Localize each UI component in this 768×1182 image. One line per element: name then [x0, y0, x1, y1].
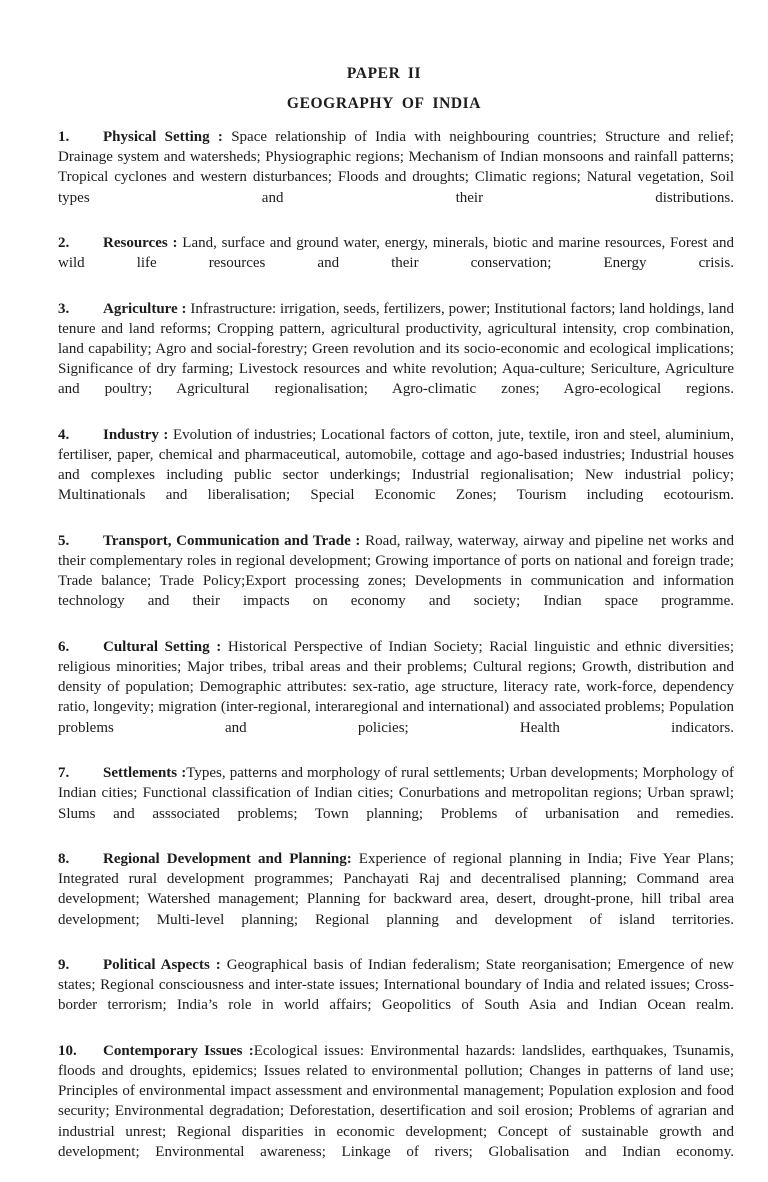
syllabus-list [0, 111, 768, 1182]
syllabus-item-body: Geographical basis of Indian federalism; State reorganisation; Emergence of new states; Regional consciousness and inter-state issues; International boundary of India and related issues; Cross-border terrorism; India’s role in world affairs; Geopolitics of South Asia and Indian Ocean realm. [58, 956, 734, 1014]
syllabus-item-heading: Cultural Setting : [103, 638, 222, 655]
syllabus-item-body: Evolution of industries; Locational factors of cotton, jute, textile, iron and steel, aluminium, fertiliser, paper, chemical and pharmaceutical, automobile, cottage and ago-based industries; Industrial houses and complexes including public sector underkings; Industrial regionalisation; New industrial policy; Multinationals and liberalisation; Special Economic Zones; Tourism including ecotourism. [58, 426, 734, 504]
syllabus-item-heading: Regional Development and Planning: [103, 850, 352, 867]
syllabus-item-body: Experience of regional planning in India; Five Year Plans; Integrated rural development programmes; Panchayati Raj and decentralised planning; Command area development; Watershed management; Planning for backward area, desert, drought-prone, hill tribal area development; Multi-level planning; Regional planning and development of island territories. [58, 850, 734, 928]
syllabus-item-6 [58, 637, 734, 758]
syllabus-item-3 [58, 299, 734, 420]
syllabus-item-heading: Industry : [103, 426, 169, 443]
syllabus-item-heading: Settlements : [103, 765, 187, 782]
syllabus-item-number: 8. [58, 850, 70, 867]
page-subtitle: GEOGRAPHY OF INDIA [286, 94, 482, 112]
syllabus-item-body: Ecological issues: Environmental hazards: landslides, earthquakes, Tsunamis, floods and droughts, epidemics; Issues related to environmental pollution; Changes in patterns of land use; Principles of environmental impact assessment and environmental management; Population explosion and food security; Environmental degradation; Deforestation, desertification and soil erosion; Problems of agrarian and industrial unrest; Regional disparities in economic development; Concept of sustainable growth and development; Environmental awareness; Linkage of rivers; Globalisation and Indian economy. [58, 1042, 734, 1160]
syllabus-item-10 [58, 1041, 734, 1182]
document-header [0, 0, 768, 111]
syllabus-item-number: 2. [58, 235, 70, 252]
syllabus-item-body: Types, patterns and morphology of rural settlements; Urban developments; Morphology of Indian cities; Functional classification of Indian cities; Conurbations and metropolitan regions; Urban sprawl; Slums and asssociated problems; Town planning; Problems of urbanisation and remedies. [58, 765, 734, 822]
syllabus-item-4 [58, 425, 734, 526]
syllabus-item-number: 10. [58, 1042, 77, 1059]
syllabus-item-8 [58, 849, 734, 950]
syllabus-item-number: 7. [58, 765, 70, 782]
syllabus-item-heading: Resources : [103, 235, 178, 252]
syllabus-item-number: 9. [58, 956, 70, 973]
page-title: PAPER II [346, 65, 422, 82]
syllabus-item-number: 3. [58, 300, 70, 317]
syllabus-item-number: 6. [58, 638, 70, 655]
syllabus-item-2 [58, 233, 734, 294]
syllabus-item-body: Road, railway, waterway, airway and pipeline net works and their complementary roles in regional development; Growing importance of ports on national and foreign trade; Trade balance; Trade Policy;Export processing zones; Developments in communication and information technology and their impacts on economy and society; Indian space programme. [58, 532, 734, 610]
syllabus-item-heading: Transport, Communication and Trade : [103, 532, 361, 549]
syllabus-item-9 [58, 955, 734, 1036]
syllabus-item-body: Space relationship of India with neighbouring countries; Structure and relief; Drainage system and watersheds; Physiographic regions; Mechanism of Indian monsoons and rainfall patterns; Tropical cyclones and western disturbances; Floods and droughts; Climatic regions; Natural vegetation, Soil types and their distributions. [58, 129, 734, 206]
syllabus-item-number: 5. [58, 532, 70, 549]
syllabus-item-1 [58, 127, 734, 228]
syllabus-item-heading: Physical Setting : [103, 129, 223, 145]
syllabus-item-heading: Political Aspects : [103, 956, 221, 973]
syllabus-item-7 [58, 763, 734, 844]
syllabus-item-5 [58, 531, 734, 632]
syllabus-item-number: 1. [58, 129, 70, 145]
syllabus-item-heading: Agriculture : [103, 300, 187, 317]
syllabus-item-number: 4. [58, 426, 70, 443]
syllabus-item-body: Historical Perspective of Indian Society; Racial linguistic and ethnic diversities; religious minorities; Major tribes, tribal areas and their problems; Cultural regions; Growth, distribution and density of population; Demographic attributes: sex-ratio, age structure, literacy rate, work-force, dependency ratio, longevity; migration (inter-regional, interaregional and international) and associated problems; Population problems and policies; Health indicators. [58, 638, 735, 736]
syllabus-item-body: Land, surface and ground water, energy, minerals, biotic and marine resources, Forest and wild life resources and their conservation; Energy crisis. [58, 235, 734, 272]
syllabus-item-heading: Contemporary Issues : [103, 1042, 254, 1059]
syllabus-item-body: Infrastructure: irrigation, seeds, fertilizers, power; Institutional factors; land holdings, land tenure and land reforms; Cropping pattern, agricultural productivity, agricultural intensity, crop combination, land capability; Agro and social-forestry; Green revolution and its socio-economic and ecological implications; Significance of dry farming; Livestock resources and white revolution; Aqua-culture; Sericulture, Agriculture and poultry; Agricultural regionalisation; Agro-climatic zones; Agro-ecological regions. [58, 300, 734, 398]
